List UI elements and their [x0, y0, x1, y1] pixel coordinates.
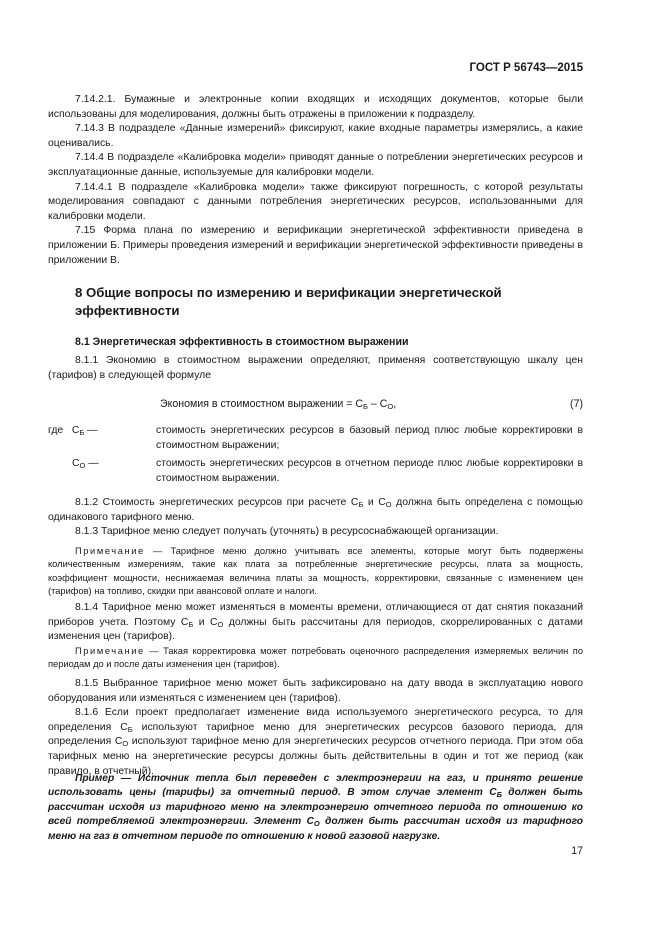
paragraph-7-14-2-1: 7.14.2.1. Бумажные и электронные копии входящих и исходящих документов, которые были использованы для моделирования, должны быть отражены в приложении к подразделу. [48, 94, 583, 120]
formula-sub-b: Б [363, 402, 368, 411]
note-label: Примечание [75, 546, 145, 556]
paragraph-7-14-4: 7.14.4 В подразделе «Калибровка модели» приводят данные о потреблении энергетических ресурсов и эксплуатационные данные, используемые для калибровки модели. [48, 152, 583, 178]
example-block [48, 772, 583, 844]
formula-lhs: Экономия в стоимостном выражении = C [160, 398, 363, 410]
paragraphs-8-1-2-3 [48, 496, 583, 540]
paragraphs-8-1-5-6 [48, 677, 583, 779]
formula-7 [160, 398, 396, 410]
note-2 [48, 645, 583, 672]
paragraph-7-14-4-1: 7.14.4.1 В подразделе «Калибровка модели» также фиксируют погрешность, с которой результаты моделирования совпадают с данными потребления энергетических ресурсов, использованными для калибровки модели. [48, 181, 583, 222]
paragraph-8-1-1: 8.1.1 Экономию в стоимостном выражении определяют, применяя соответствующую шкалу цен (тарифов) в следующей формуле [48, 355, 583, 381]
paragraph-8-1-4-block [48, 601, 583, 645]
formula-minus: – C [367, 398, 388, 410]
definition-text: стоимость энергетических ресурсов в отчетном периоде плюс любые корректировки в стоимостном выражении. [156, 458, 583, 484]
paragraph-7-15: 7.15 Форма плана по измерению и верификации энергетической эффективности приведена в приложении Б. Примеры проведения измерений и верификации энергетической эффективности приведены в приложении В. [48, 225, 583, 266]
definition-cb [48, 424, 583, 453]
example-text: Пример — Источник тепла был переведен с электроэнергии на газ, и принято решение использовать цены (тарифы) за отчетный период. В этом случае элемент $C_Б$ должен быть рассчитан исходя из тарифного меню на электроэнергию отчетного периода по отношению ко всей потребляемой электроэнергии. Элемент $C_О$ должен быть рассчитан исходя из тарифного меню на газ в отчетном периоде по отношению к новой газовой нагрузке. [48, 773, 583, 842]
standard-header: ГОСТ Р 56743—2015 [469, 62, 583, 74]
subsection-8-1-title: 8.1 Энергетическая эффективность в стоимостном выражении [75, 336, 409, 348]
definition-lead: $C_О$ — [72, 458, 99, 471]
formula-sub-o: О [387, 402, 394, 411]
note-text: — Тарифное меню должно учитывать все элементы, которые могут быть подвержены количественным измерениям, такие как плата за потребленные энергетические ресурсы, плата за мощность, коэффициент мощности, неснижаемая величина платы за мощность, корректировки, связанные с изменением цен (тарифов) на топливо, скидки при авансовой оплате и налоги. [48, 546, 583, 597]
paragraph-8-1-6: 8.1.6 Если проект предполагает изменение вида используемого энергетического ресурса, то для определения $C_Б$ используют тарифное меню для энергетических ресурсов базового периода, для определения $C_О$ используют тарифное меню для энергетических ресурсов отчетного периода. При этом оба тарифных меню на энергетические ресурсы должны быть действительны в один и тот же период (как правило, в отчетный). [48, 707, 584, 777]
note-text: — Такая корректировка может потребовать оценочного распределения измеряемых величин по периодам до и после даты изменения цен (тарифов). [48, 646, 583, 670]
paragraph-8-1-5: 8.1.5 Выбранное тарифное меню может быть зафиксировано на дату ввода в эксплуатацию нового оборудования или изменяться с изменением цен (тарифов). [48, 678, 583, 704]
note-1 [48, 545, 583, 599]
note-label: Примечание [75, 646, 145, 656]
paragraph-8-1-4: 8.1.4 Тарифное меню может изменяться в моменты времени, отличающиеся от дат снятия показаний приборов учета. Поэтому $C_Б$ и $C_О$ должны быть рассчитаны для периодов, скоррелированных с датами изменения цен (тарифов). [48, 602, 583, 643]
top-paragraphs [48, 93, 583, 268]
paragraph-8-1-2: 8.1.2 Стоимость энергетических ресурсов при расчете $C_Б$ и $C_О$ должна быть определена с помощью одинакового тарифного меню. [48, 497, 583, 523]
formula-number: (7) [570, 398, 583, 410]
definition-co [48, 457, 583, 486]
definition-lead: где $C_Б$ — [48, 425, 98, 437]
formula-end: , [393, 398, 397, 410]
definition-text: стоимость энергетических ресурсов в базовый период плюс любые корректировки в стоимостном выражении; [156, 425, 583, 451]
paragraph-8-1-3: 8.1.3 Тарифное меню следует получать (уточнять) в ресурсоснабжающей организации. [75, 526, 499, 538]
definitions [48, 424, 583, 490]
page-number: 17 [571, 845, 583, 857]
paragraph-8-1-1-block [48, 354, 583, 383]
section-8-title: 8 Общие вопросы по измерению и верификации энергетической эффективности [75, 285, 502, 318]
paragraph-7-14-3: 7.14.3 В подразделе «Данные измерений» фиксируют, какие входные параметры измерялись, а какие оценивались. [48, 123, 583, 149]
